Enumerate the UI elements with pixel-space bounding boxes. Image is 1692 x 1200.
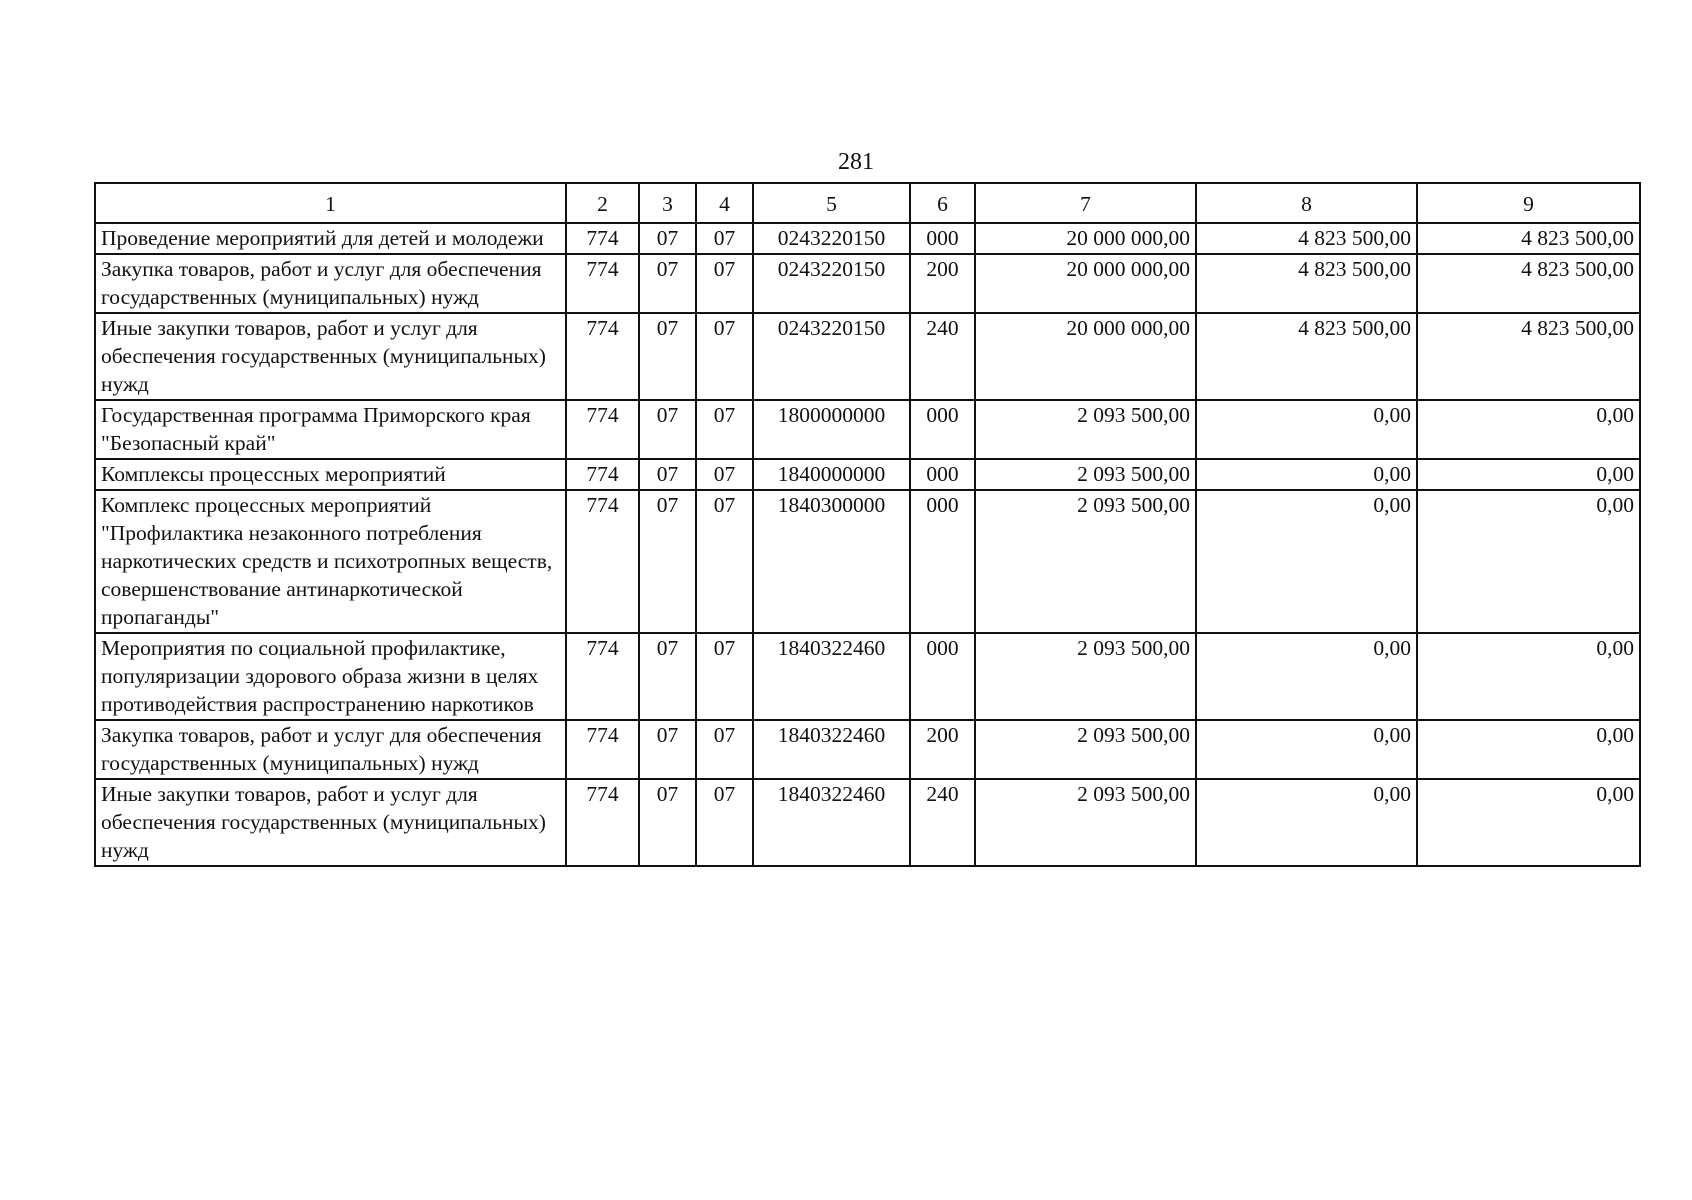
amount-col8: 0,00	[1196, 400, 1417, 459]
amount-col9: 4 823 500,00	[1417, 313, 1640, 400]
row-name: Проведение мероприятий для детей и молодежи	[95, 223, 566, 254]
amount-col7: 2 093 500,00	[975, 720, 1196, 779]
subsection-code: 07	[696, 633, 753, 720]
row-name: Комплекс процессных мероприятий "Профилактика незаконного потребления наркотических средств и психотропных веществ, совершенствование антинаркотической пропаганды"	[95, 490, 566, 633]
ministry-code: 774	[566, 633, 639, 720]
section-code: 07	[639, 779, 696, 866]
amount-col8: 0,00	[1196, 459, 1417, 490]
target-article-code: 1840322460	[753, 720, 910, 779]
subsection-code: 07	[696, 779, 753, 866]
budget-table	[94, 182, 1641, 867]
table-row	[95, 254, 1640, 313]
target-article-code: 0243220150	[753, 313, 910, 400]
section-code: 07	[639, 313, 696, 400]
row-name: Иные закупки товаров, работ и услуг для обеспечения государственных (муниципальных) нужд	[95, 779, 566, 866]
amount-col7: 2 093 500,00	[975, 779, 1196, 866]
section-code: 07	[639, 490, 696, 633]
row-name: Мероприятия по социальной профилактике, популяризации здорового образа жизни в целях противодействия распространению наркотиков	[95, 633, 566, 720]
ministry-code: 774	[566, 254, 639, 313]
column-header: 2	[566, 183, 639, 223]
expense-type-code: 000	[910, 223, 975, 254]
page-number: 281	[838, 149, 874, 175]
ministry-code: 774	[566, 223, 639, 254]
target-article-code: 1800000000	[753, 400, 910, 459]
amount-col8: 4 823 500,00	[1196, 313, 1417, 400]
row-name: Закупка товаров, работ и услуг для обеспечения государственных (муниципальных) нужд	[95, 720, 566, 779]
row-name: Закупка товаров, работ и услуг для обеспечения государственных (муниципальных) нужд	[95, 254, 566, 313]
amount-col9: 0,00	[1417, 779, 1640, 866]
expense-type-code: 200	[910, 720, 975, 779]
amount-col7: 2 093 500,00	[975, 633, 1196, 720]
amount-col7: 2 093 500,00	[975, 459, 1196, 490]
amount-col7: 20 000 000,00	[975, 254, 1196, 313]
amount-col8: 0,00	[1196, 720, 1417, 779]
section-code: 07	[639, 400, 696, 459]
subsection-code: 07	[696, 459, 753, 490]
section-code: 07	[639, 223, 696, 254]
column-header: 6	[910, 183, 975, 223]
subsection-code: 07	[696, 254, 753, 313]
row-name: Комплексы процессных мероприятий	[95, 459, 566, 490]
subsection-code: 07	[696, 400, 753, 459]
ministry-code: 774	[566, 400, 639, 459]
target-article-code: 1840300000	[753, 490, 910, 633]
table-row	[95, 490, 1640, 633]
amount-col9: 0,00	[1417, 633, 1640, 720]
amount-col9: 0,00	[1417, 400, 1640, 459]
target-article-code: 1840322460	[753, 779, 910, 866]
amount-col7: 2 093 500,00	[975, 400, 1196, 459]
table-row	[95, 400, 1640, 459]
amount-col8: 0,00	[1196, 779, 1417, 866]
amount-col7: 2 093 500,00	[975, 490, 1196, 633]
section-code: 07	[639, 633, 696, 720]
amount-col8: 0,00	[1196, 633, 1417, 720]
amount-col7: 20 000 000,00	[975, 223, 1196, 254]
expense-type-code: 000	[910, 459, 975, 490]
section-code: 07	[639, 720, 696, 779]
ministry-code: 774	[566, 459, 639, 490]
ministry-code: 774	[566, 779, 639, 866]
target-article-code: 0243220150	[753, 254, 910, 313]
column-header: 4	[696, 183, 753, 223]
section-code: 07	[639, 254, 696, 313]
amount-col9: 0,00	[1417, 459, 1640, 490]
header-row	[95, 183, 1640, 223]
amount-col9: 0,00	[1417, 720, 1640, 779]
target-article-code: 1840322460	[753, 633, 910, 720]
ministry-code: 774	[566, 313, 639, 400]
expense-type-code: 240	[910, 313, 975, 400]
column-header: 8	[1196, 183, 1417, 223]
table-row	[95, 223, 1640, 254]
amount-col8: 4 823 500,00	[1196, 223, 1417, 254]
column-header: 3	[639, 183, 696, 223]
ministry-code: 774	[566, 490, 639, 633]
amount-col9: 0,00	[1417, 490, 1640, 633]
column-header: 1	[95, 183, 566, 223]
table-row	[95, 779, 1640, 866]
expense-type-code: 000	[910, 633, 975, 720]
row-name: Иные закупки товаров, работ и услуг для обеспечения государственных (муниципальных) нужд	[95, 313, 566, 400]
subsection-code: 07	[696, 313, 753, 400]
table-row	[95, 313, 1640, 400]
subsection-code: 07	[696, 490, 753, 633]
table-row	[95, 720, 1640, 779]
amount-col7: 20 000 000,00	[975, 313, 1196, 400]
subsection-code: 07	[696, 223, 753, 254]
table-row	[95, 459, 1640, 490]
target-article-code: 0243220150	[753, 223, 910, 254]
expense-type-code: 240	[910, 779, 975, 866]
amount-col9: 4 823 500,00	[1417, 254, 1640, 313]
row-name: Государственная программа Приморского края "Безопасный край"	[95, 400, 566, 459]
amount-col8: 4 823 500,00	[1196, 254, 1417, 313]
column-header: 5	[753, 183, 910, 223]
ministry-code: 774	[566, 720, 639, 779]
column-header: 7	[975, 183, 1196, 223]
expense-type-code: 200	[910, 254, 975, 313]
target-article-code: 1840000000	[753, 459, 910, 490]
section-code: 07	[639, 459, 696, 490]
amount-col8: 0,00	[1196, 490, 1417, 633]
subsection-code: 07	[696, 720, 753, 779]
table-row	[95, 633, 1640, 720]
amount-col9: 4 823 500,00	[1417, 223, 1640, 254]
expense-type-code: 000	[910, 400, 975, 459]
expense-type-code: 000	[910, 490, 975, 633]
column-header: 9	[1417, 183, 1640, 223]
